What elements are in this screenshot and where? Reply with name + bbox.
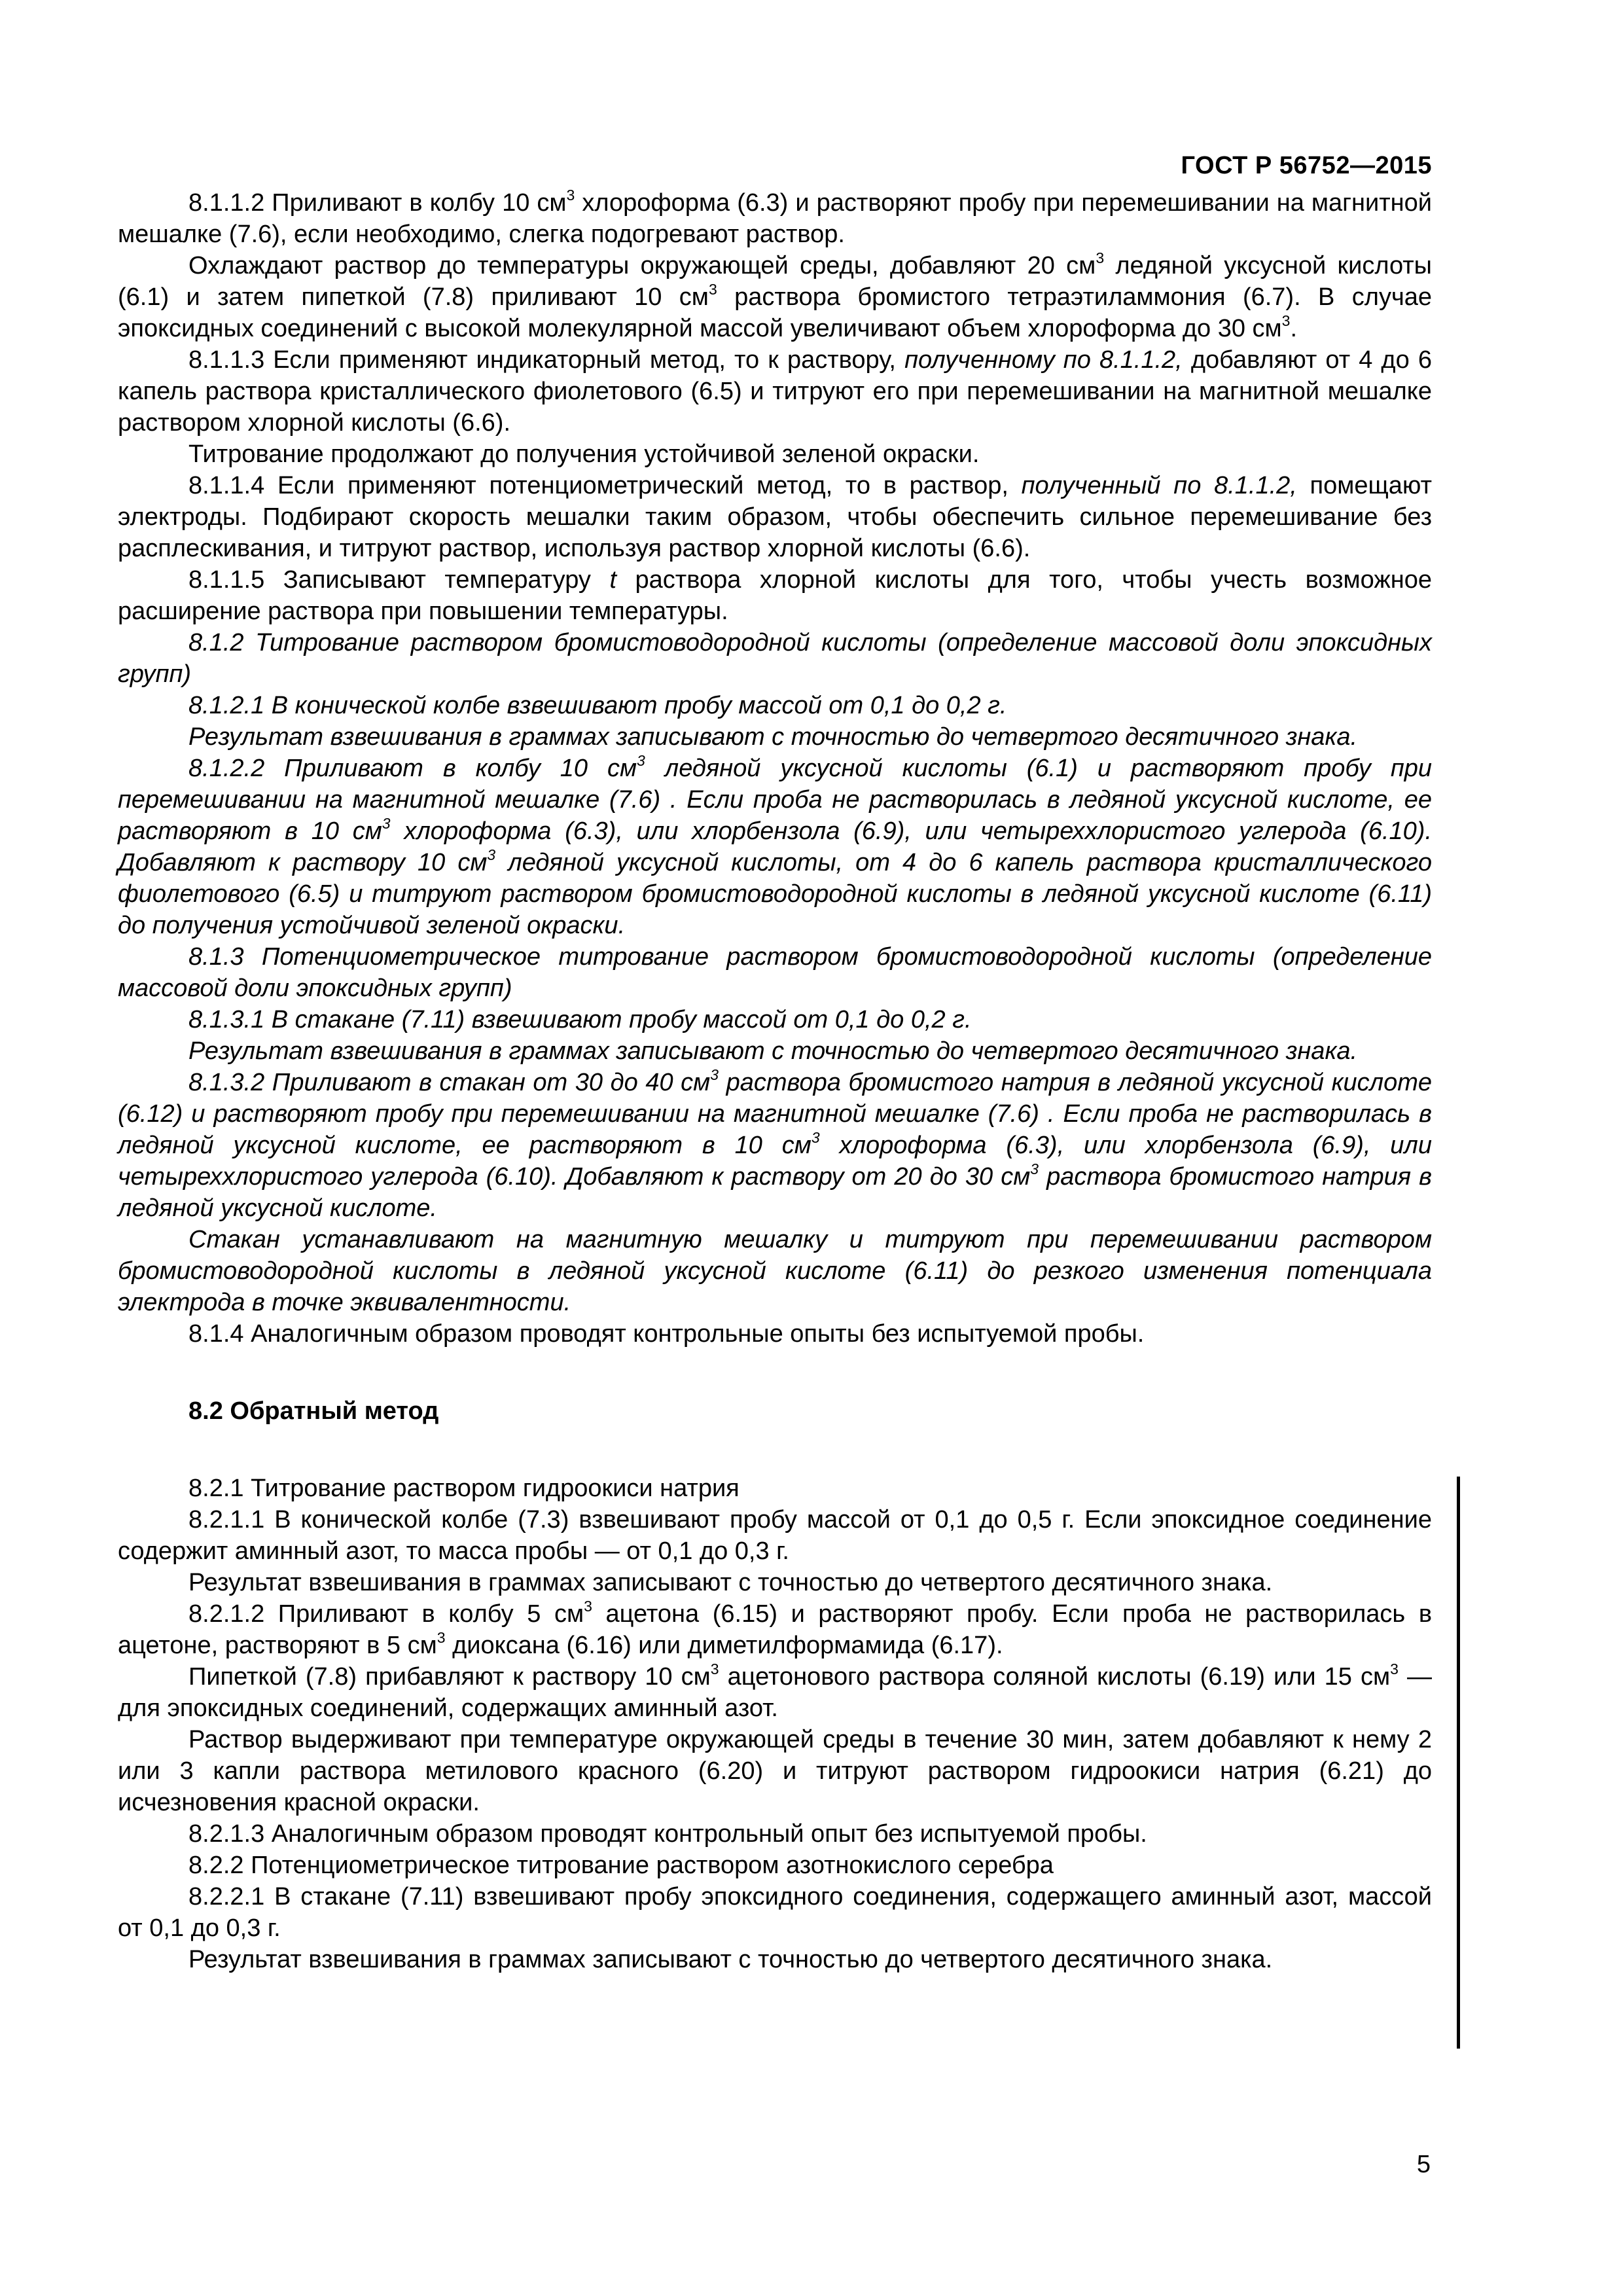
paragraph-8-2-2-1: 8.2.2.1 В стакане (7.11) взвешивают пробу эпоксидного соединения, содержащего аминный азот, массой от 0,1 до 0,3 г. <box>118 1883 1432 1942</box>
paragraph-cooling: Охлаждают раствор до температуры окружающей среды, добавляют 20 $см^3$ ледяной уксусной кислоты (6.1) и затем пипеткой (7.8) приливают 10 $см^3$ раствора бромистого тетраэтиламмония (6.7). В случае эпоксидных соединений с высокой молекулярной массой увеличивают объем хлороформа до 30 $см^3$. <box>118 249 1433 342</box>
paragraph-8-2-1: 8.2.1 Титрование раствором гидроокиси натрия <box>188 1475 740 1502</box>
paragraph-pipette: Пипеткой (7.8) прибавляют к раствору 10 $см^3$ ацетонового раствора соляной кислоты (6.19) или 15 $см^3$ — для эпоксидных соединений, содержащих аминный азот. <box>118 1660 1433 1722</box>
paragraph-weighing-result-3: Результат взвешивания в граммах записывают с точностью до четвертого десятичного знака. <box>188 1569 1273 1596</box>
paragraph-8-2-1-1: 8.2.1.1 В конической колбе (7.3) взвешивают пробу массой от 0,1 до 0,5 г. Если эпоксидное соединение содержит аминный азот, то масса пробы — от 0,1 до 0,3 г. <box>118 1506 1432 1565</box>
paragraph-8-1-2-1: 8.1.2.1 В конической колбе взвешивают пробу массой от 0,1 до 0,2 г. <box>188 692 1007 719</box>
paragraph-8-2-2: 8.2.2 Потенциометрическое титрование раствором азотнокислого серебра <box>188 1852 1054 1879</box>
page-number: 5 <box>1416 2151 1431 2178</box>
revision-change-bar <box>1457 1477 1460 2049</box>
paragraph-8-1-3: 8.1.3 Потенциометрическое титрование раствором бромистоводородной кислоты (определение массовой доли эпоксидных групп) <box>118 943 1432 1002</box>
paragraph-weighing-result-4: Результат взвешивания в граммах записывают с точностью до четвертого десятичного знака. <box>188 1946 1273 1973</box>
paragraph-8-1-1-2: 8.1.1.2 Приливают в колбу 10 $см^3$ хлороформа (6.3) и растворяют пробу при перемешивании на магнитной мешалке (7.6), если необходимо, слегка подогревают раствор. <box>118 187 1432 248</box>
paragraph-weighing-result-1: Результат взвешивания в граммах записывают с точностью до четвертого десятичного знака. <box>188 723 1358 751</box>
paragraph-8-1-1-4: 8.1.1.4 Если применяют потенциометрический метод, то в раствор, полученный по 8.1.1.2, помещают электроды. Подбирают скорость мешалки таким образом, чтобы обеспечить сильное перемешивание без расплескивания, и титруют раствор, используя раствор хлорной кислоты (6.6). <box>118 472 1432 562</box>
paragraph-8-1-2-2: 8.1.2.2 Приливают в колбу 10 $см^3$ ледяной уксусной кислоты (6.1) и растворяют пробу при перемешивании на магнитной мешалке (7.6) . Если проба не растворилась в ледяной уксусной кислоте, ее растворяют в 10 $см^3$ хлороформа (6.3), или хлорбензола (6.9), или четыреххлористого углерода (6.10). Добавляют к раствору 10 $см^3$ ледяной уксусной кислоты, от 4 до 6 капель раствора кристаллического фиолетового (6.5) и титруют раствором бромистоводородной кислоты в ледяной уксусной кислоте (6.11) до получения устойчивой зеленой окраски. <box>118 752 1433 939</box>
section-title-8-2: 8.2 Обратный метод <box>188 1397 439 1425</box>
paragraph-8-1-4: 8.1.4 Аналогичным образом проводят контрольные опыты без испытуемой пробы. <box>188 1320 1145 1348</box>
paragraph-beaker-titration: Стакан устанавливают на магнитную мешалку и титруют при перемешивании раствором бромистоводородной кислоты в ледяной уксусной кислоте (6.11) до резкого изменения потенциала электрода в точке эквивалентности. <box>118 1226 1432 1316</box>
paragraph-8-1-1-5: 8.1.1.5 Записывают температуру t раствора хлорной кислоты для того, чтобы учесть возможное расширение раствора при повышении температуры. <box>118 566 1432 625</box>
paragraph-8-1-2: 8.1.2 Титрование раствором бромистоводородной кислоты (определение массовой доли эпоксидных групп) <box>118 629 1432 688</box>
paragraph-8-1-3-2: 8.1.3.2 Приливают в стакан от 30 до 40 $см^3$ раствора бромистого натрия в ледяной уксусной кислоте (6.12) и растворяют пробу при перемешивании на магнитной мешалке (7.6) . Если проба не растворилась в ледяной уксусной кислоте, ее растворяют в 10 $см^3$ хлороформа (6.3), или хлорбензола (6.9), или четыреххлористого углерода (6.10). Добавляют к раствору от 20 до 30 $см^3$ раствора бромистого натрия в ледяной уксусной кислоте. <box>118 1066 1432 1222</box>
standard-header: ГОСТ Р 56752—2015 <box>1181 152 1432 179</box>
paragraph-8-2-1-2: 8.2.1.2 Приливают в колбу 5 $см^3$ ацетона (6.15) и растворяют пробу. Если проба не растворилась в ацетоне, растворяют в 5 $см^3$ диоксана (6.16) или диметилформамида (6.17). <box>118 1598 1433 1659</box>
paragraph-8-1-1-3: 8.1.1.3 Если применяют индикаторный метод, то к раствору, полученному по 8.1.1.2, добавляют от 4 до 6 капель раствора кристаллического фиолетового (6.5) и титруют его при перемешивании на магнитной мешалке раствором хлорной кислоты (6.6). <box>118 346 1432 437</box>
paragraph-titration-continue: Титрование продолжают до получения устойчивой зеленой окраски. <box>188 440 980 468</box>
paragraph-8-1-3-1: 8.1.3.1 В стакане (7.11) взвешивают пробу массой от 0,1 до 0,2 г. <box>188 1006 972 1033</box>
document-body <box>118 187 1432 1975</box>
paragraph-8-2-1-3: 8.2.1.3 Аналогичным образом проводят контрольный опыт без испытуемой пробы. <box>188 1820 1147 1848</box>
paragraph-solution-hold: Раствор выдерживают при температуре окружающей среды в течение 30 мин, затем добавляют к нему 2 или 3 капли раствора метилового красного (6.20) и титруют раствором гидроокиси натрия (6.21) до исчезновения красной окраски. <box>118 1726 1432 1816</box>
paragraph-weighing-result-2: Результат взвешивания в граммах записывают с точностью до четвертого десятичного знака. <box>188 1037 1358 1065</box>
